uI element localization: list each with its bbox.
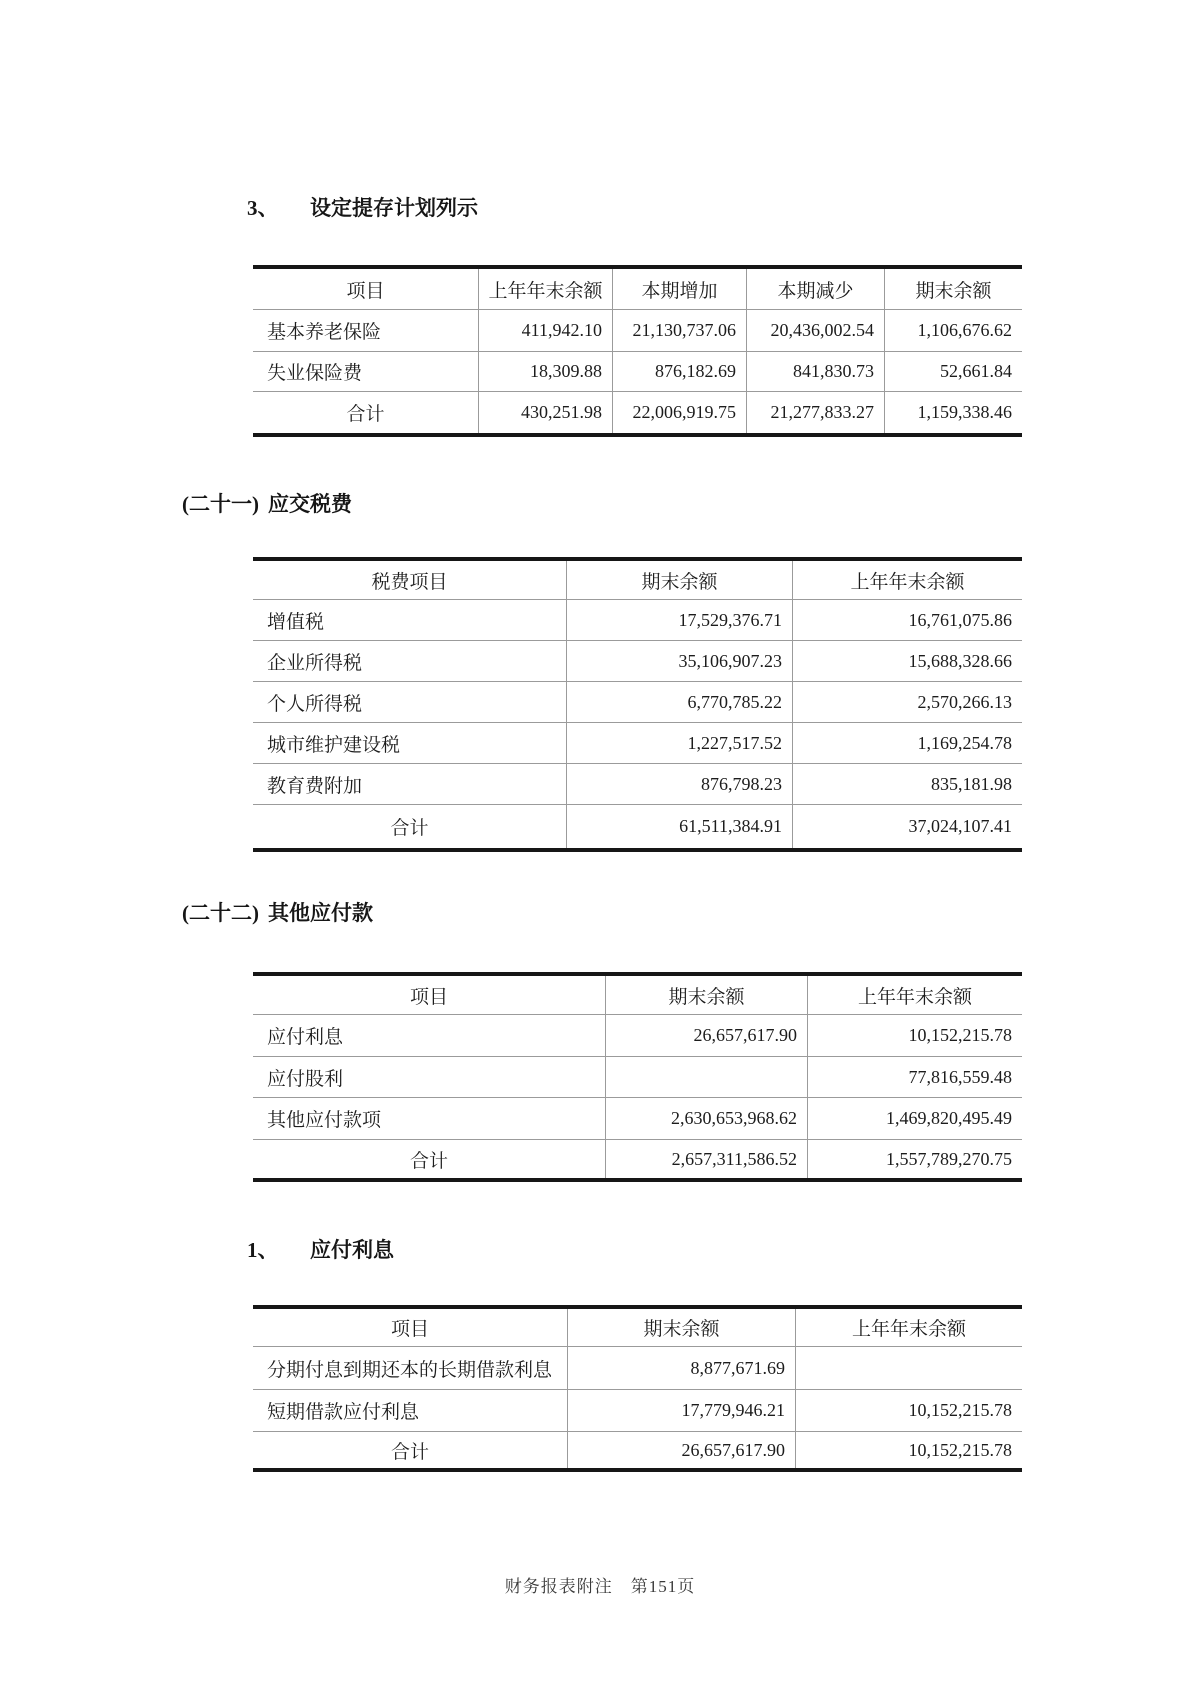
row-label: 教育费附加 [253, 764, 566, 805]
column-header: 项目 [253, 1309, 567, 1347]
total-amount-cell: 2,657,311,586.52 [605, 1140, 807, 1178]
row-label: 分期付息到期还本的长期借款利息 [253, 1347, 567, 1390]
amount-cell: 17,529,376.71 [566, 600, 792, 641]
section-number: (二十二) [182, 901, 259, 925]
amount-cell: 1,169,254.78 [792, 723, 1022, 764]
column-header: 期末余额 [567, 1309, 795, 1347]
section-title: 应付利息 [310, 1238, 394, 1262]
column-header: 上年年末余额 [792, 561, 1022, 600]
section-title: 设定提存计划列示 [310, 196, 478, 220]
total-label: 合计 [390, 1441, 429, 1463]
section-title: 应交税费 [268, 492, 352, 516]
section-number: 1、 [247, 1238, 279, 1262]
total-label: 合计 [409, 1150, 448, 1172]
amount-cell: 876,798.23 [566, 764, 792, 805]
amount-cell: 2,570,266.13 [792, 682, 1022, 723]
column-header: 上年年末余额 [807, 976, 1022, 1015]
defined-contribution-table [253, 265, 1022, 437]
column-header: 期末余额 [605, 976, 807, 1015]
row-label: 应付利息 [253, 1015, 605, 1057]
amount-cell: 835,181.98 [792, 764, 1022, 805]
amount-cell [605, 1057, 807, 1098]
taxes-payable-table [253, 557, 1022, 852]
row-label: 企业所得税 [253, 641, 566, 682]
amount-cell: 1,469,820,495.49 [807, 1098, 1022, 1140]
column-header: 税费项目 [253, 561, 566, 600]
amount-cell: 411,942.10 [478, 310, 612, 352]
total-amount-cell: 61,511,384.91 [566, 805, 792, 848]
column-header: 上年年末余额 [478, 269, 612, 310]
total-label: 合计 [390, 818, 429, 839]
amount-cell: 52,661.84 [884, 352, 1022, 392]
total-amount-cell: 21,277,833.27 [746, 392, 884, 433]
amount-cell: 77,816,559.48 [807, 1057, 1022, 1098]
amount-cell: 21,130,737.06 [612, 310, 746, 352]
row-label: 应付股利 [253, 1057, 605, 1098]
row-label: 其他应付款项 [253, 1098, 605, 1140]
section-heading-interest-payable [247, 1237, 394, 1263]
total-amount-cell: 430,251.98 [478, 392, 612, 433]
row-label: 失业保险费 [253, 352, 478, 392]
amount-cell: 1,106,676.62 [884, 310, 1022, 352]
row-label: 城市维护建设税 [253, 723, 566, 764]
amount-cell: 6,770,785.22 [566, 682, 792, 723]
total-amount-cell: 1,159,338.46 [884, 392, 1022, 433]
row-label: 短期借款应付利息 [253, 1390, 567, 1432]
amount-cell: 18,309.88 [478, 352, 612, 392]
column-header: 期末余额 [884, 269, 1022, 310]
total-label: 合计 [346, 404, 385, 425]
total-amount-cell: 22,006,919.75 [612, 392, 746, 433]
amount-cell: 35,106,907.23 [566, 641, 792, 682]
other-payables-table [253, 972, 1022, 1182]
amount-cell: 10,152,215.78 [807, 1015, 1022, 1057]
column-header: 项目 [253, 269, 478, 310]
page-footer: 财务报表附注 第151页 [504, 1577, 696, 1596]
amount-cell [795, 1347, 1022, 1390]
amount-cell: 1,227,517.52 [566, 723, 792, 764]
column-header: 本期增加 [612, 269, 746, 310]
column-header: 项目 [253, 976, 605, 1015]
row-label: 个人所得税 [253, 682, 566, 723]
amount-cell: 2,630,653,968.62 [605, 1098, 807, 1140]
amount-cell: 8,877,671.69 [567, 1347, 795, 1390]
section-number: 3、 [247, 196, 279, 220]
total-amount-cell: 1,557,789,270.75 [807, 1140, 1022, 1178]
amount-cell: 876,182.69 [612, 352, 746, 392]
total-amount-cell: 37,024,107.41 [792, 805, 1022, 848]
amount-cell: 841,830.73 [746, 352, 884, 392]
column-header: 本期减少 [746, 269, 884, 310]
section-heading-taxes-payable [182, 491, 352, 517]
section-heading-other-payables [182, 900, 373, 926]
total-amount-cell: 10,152,215.78 [795, 1432, 1022, 1468]
section-title: 其他应付款 [268, 901, 373, 925]
row-label: 增值税 [253, 600, 566, 641]
section-number: (二十一) [182, 492, 259, 516]
amount-cell: 16,761,075.86 [792, 600, 1022, 641]
row-label: 基本养老保险 [253, 310, 478, 352]
amount-cell: 20,436,002.54 [746, 310, 884, 352]
amount-cell: 10,152,215.78 [795, 1390, 1022, 1432]
column-header: 期末余额 [566, 561, 792, 600]
section-heading-defined-contribution [247, 195, 478, 221]
interest-payable-table [253, 1305, 1022, 1472]
amount-cell: 17,779,946.21 [567, 1390, 795, 1432]
amount-cell: 26,657,617.90 [605, 1015, 807, 1057]
amount-cell: 15,688,328.66 [792, 641, 1022, 682]
column-header: 上年年末余额 [795, 1309, 1022, 1347]
total-amount-cell: 26,657,617.90 [567, 1432, 795, 1468]
